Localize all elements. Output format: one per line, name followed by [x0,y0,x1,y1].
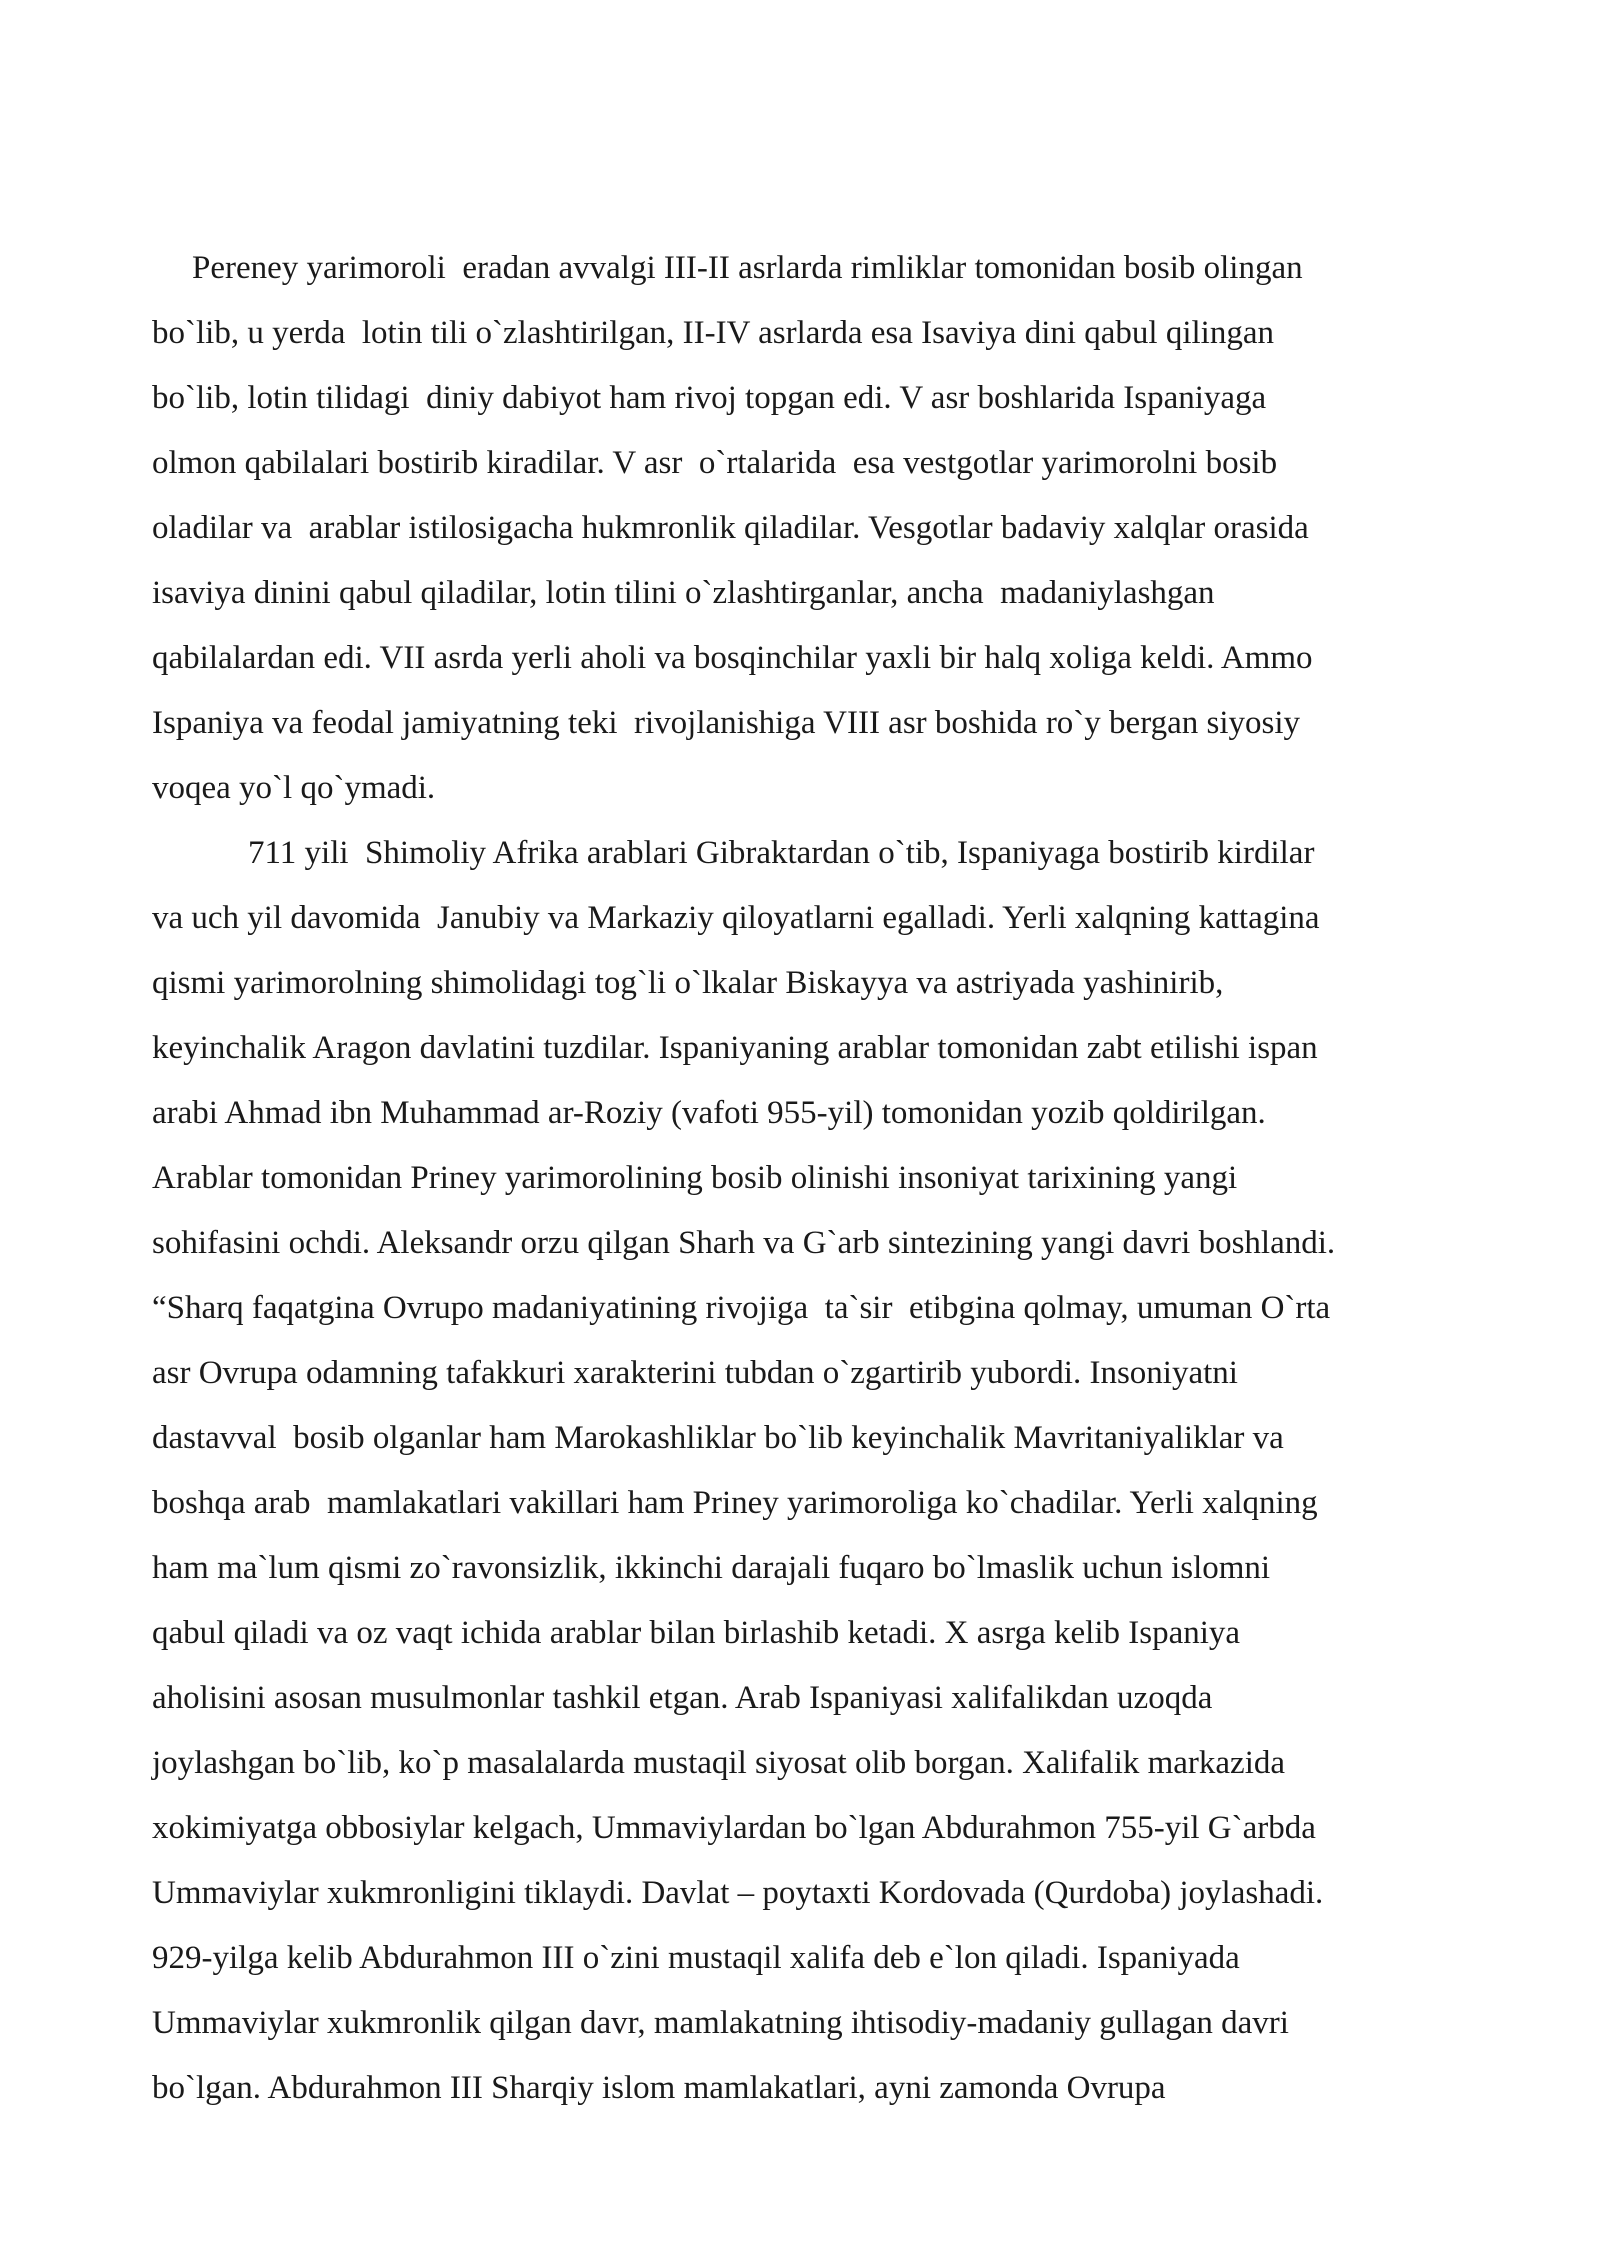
text-line: Pereney yarimoroli eradan avvalgi III-II asrlarda rimliklar tomonidan bosib olingan [192,250,1303,286]
text-line: joylashgan bo`lib, ko`p masalalarda mustaqil siyosat olib borgan. Xalifalik markazida [152,1745,1286,1781]
text-line: olmon qabilalari bostirib kiradilar. V asr o`rtalarida esa vestgotlar yarimorolni bosib [152,445,1278,481]
text-line: “Sharq faqatgina Ovrupo madaniyatining rivojiga ta`sir etibgina qolmay, umuman O`rta [152,1290,1331,1326]
text-line: bo`lgan. Abdurahmon III Sharqiy islom mamlakatlari, ayni zamonda Ovrupa [152,2070,1166,2106]
text-line: bo`lib, u yerda lotin tili o`zlashtirilgan, II-IV asrlarda esa Isaviya dini qabul qilingan [152,315,1274,351]
text-line: asr Ovrupa odamning tafakkuri xarakterini tubdan o`zgartirib yubordi. Insoniyatni [152,1355,1238,1391]
document-body [152,236,1492,2121]
text-line: oladilar va arablar istilosigacha hukmronlik qiladilar. Vesgotlar badaviy xalqlar orasida [152,510,1309,546]
text-line: Arablar tomonidan Priney yarimorolining bosib olinishi insoniyat tarixining yangi [152,1160,1238,1196]
text-line: bo`lib, lotin tilidagi diniy dabiyot ham rivoj topgan edi. V asr boshlarida Ispaniyaga [152,380,1267,416]
text-line: Ummaviylar xukmronligini tiklaydi. Davlat – poytaxti Kordovada (Qurdoba) joylashadi. [152,1875,1324,1911]
text-line: keyinchalik Aragon davlatini tuzdilar. Ispaniyaning arablar tomonidan zabt etilishi ispan [152,1030,1318,1066]
paragraph-1 [152,236,1492,821]
text-line: dastavval bosib olganlar ham Marokashliklar bo`lib keyinchalik Mavritaniyaliklar va [152,1420,1284,1456]
text-line: aholisini asosan musulmonlar tashkil etgan. Arab Ispaniyasi xalifalikdan uzoqda [152,1680,1213,1716]
text-line: qabilalardan edi. VII asrda yerli aholi va bosqinchilar yaxli bir halq xoliga keldi. Ammo [152,640,1313,676]
text-line: qabul qiladi va oz vaqt ichida arablar bilan birlashib ketadi. X asrga kelib Ispaniya [152,1615,1241,1651]
text-line: qismi yarimorolning shimolidagi tog`li o`lkalar Biskayya va astriyada yashinirib, [152,965,1224,1001]
text-line: 929-yilga kelib Abdurahmon III o`zini mustaqil xalifa deb e`lon qiladi. Ispaniyada [152,1940,1240,1976]
paragraph-2 [152,821,1492,2121]
text-line: Ummaviylar xukmronlik qilgan davr, mamlakatning ihtisodiy-madaniy gullagan davri [152,2005,1289,2041]
text-line: sohifasini ochdi. Aleksandr orzu qilgan Sharh va G`arb sintezining yangi davri boshlandi. [152,1225,1336,1261]
text-line: va uch yil davomida Janubiy va Markaziy qiloyatlarni egalladi. Yerli xalqning kattagina [152,900,1320,936]
text-line: voqea yo`l qo`ymadi. [152,770,436,806]
text-line: xokimiyatga obbosiylar kelgach, Ummaviylardan bo`lgan Abdurahmon 755-yil G`arbda [152,1810,1316,1846]
text-line: Ispaniya va feodal jamiyatning teki rivojlanishiga VIII asr boshida ro`y bergan siyosiy [152,705,1301,741]
text-line: arabi Ahmad ibn Muhammad ar-Roziy (vafoti 955-yil) tomonidan yozib qoldirilgan. [152,1095,1266,1131]
text-line: ham ma`lum qismi zo`ravonsizlik, ikkinchi darajali fuqaro bo`lmaslik uchun islomni [152,1550,1271,1586]
text-line: 711 yili Shimoliy Afrika arablari Gibraktardan o`tib, Ispaniyaga bostirib kirdilar [248,835,1315,871]
text-line: boshqa arab mamlakatlari vakillari ham Priney yarimoroliga ko`chadilar. Yerli xalqning [152,1485,1318,1521]
text-line: isaviya dinini qabul qiladilar, lotin tilini o`zlashtirganlar, ancha madaniylashgan [152,575,1215,611]
